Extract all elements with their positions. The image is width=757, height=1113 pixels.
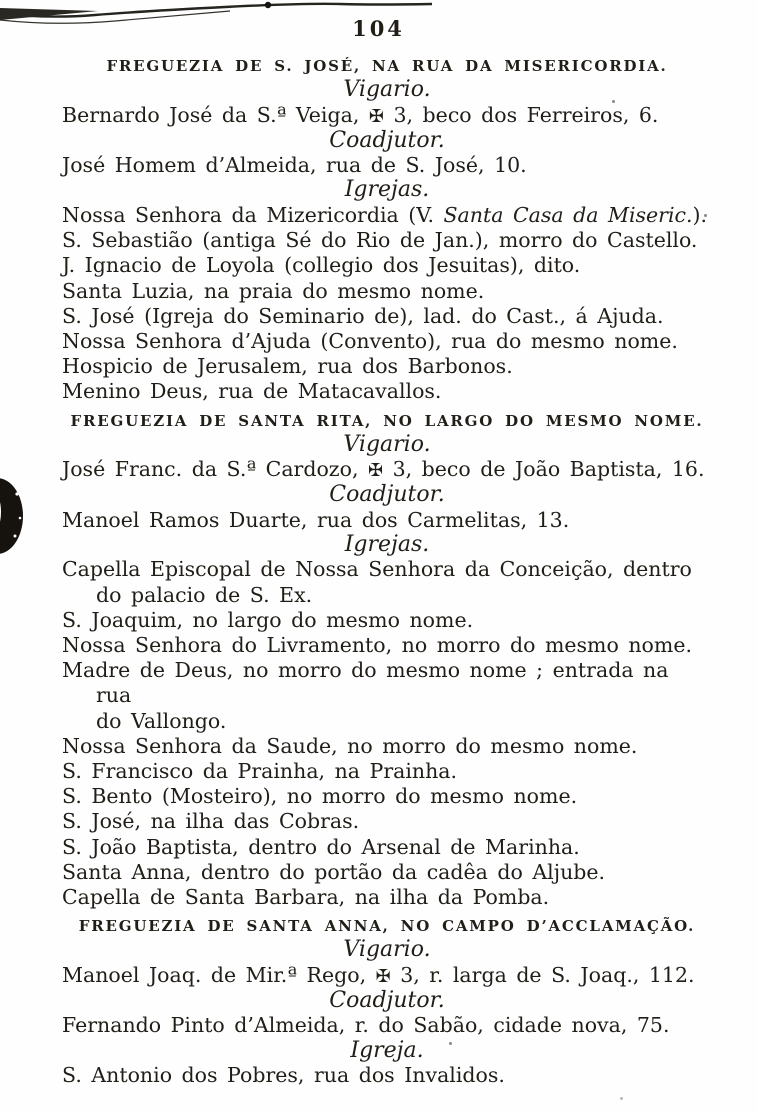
church-entry: S. Antonio dos Pobres, rua dos Invalidos. [62,1063,505,1088]
section-heading: FREGUEZIA DE SANTA ANNA, NO CAMPO D’ACCLAMAÇÃO. [78,917,696,936]
entry-text: Capella Episcopal de Nossa Senhora da Conceição, dentro [62,557,692,582]
vigario-entry [62,457,712,483]
role-label-vigario: Vigario. [343,77,431,102]
church-entry: Capella de Santa Barbara, na ilha da Pomba. [62,885,550,910]
role-label-vigario: Vigario. [343,937,431,963]
role-label-coadjutor: Coadjutor. [329,127,445,153]
church-entry: S. Sebastião (antiga Sé do Rio de Jan.), morro do Castello. [62,228,698,253]
section-heading: FREGUEZIA DE SANTA RITA, NO LARGO DO MESMO NOME. [70,411,704,430]
entry-text-continuation: do Vallongo. [96,708,227,733]
entry-text: 3, r. larga de S. Joaq., 112. [390,962,695,987]
church-entry [62,203,712,228]
entry-text: Bernardo José da S.ª Veiga, [62,102,369,127]
order-of-christ-cross-icon: ✠ [375,965,391,987]
church-entry: S. João Baptista, dentro do Arsenal de Marinha. [62,834,580,859]
page-content [62,50,712,1088]
church-entry: Nossa Senhora d’Ajuda (Convento), rua do mesmo nome. [62,328,678,353]
entry-text: 3, beco de João Baptista, 16. [383,457,705,482]
coadjutor-entry: José Homem d’Almeida, rua de S. José, 10. [62,153,527,178]
scan-speck [620,1097,623,1100]
church-entry: Hospicio de Jerusalem, rua dos Barbonos. [62,354,513,379]
church-entry: Santa Luzia, na praia do mesmo nome. [62,278,485,303]
church-entry: S. José, na ilha das Cobras. [62,809,360,834]
church-entry: Santa Anna, dentro do portão da cadêa do Aljube. [62,859,606,884]
order-of-christ-cross-icon: ✠ [368,105,384,127]
church-entry: Nossa Senhora da Saude, no morro do mesmo nome. [62,733,638,758]
role-label-coadjutor: Coadjutor. [329,987,445,1013]
church-entry: S. Joaquim, no largo do mesmo nome. [62,607,474,632]
entry-text: Nossa Senhora da Mizericordia (V. [62,202,444,227]
role-label-coadjutor: Coadjutor. [329,482,445,508]
section-freguezia-santa-anna [62,917,712,1088]
coadjutor-entry: Fernando Pinto d’Almeida, r. do Sabão, cidade nova, 75. [62,1013,670,1038]
church-label: Igreja. [350,1037,424,1063]
church-entry: J. Ignacio de Loyola (collegio dos Jesuitas), dito. [62,253,581,278]
church-entry: S. José (Igreja do Seminario de), lad. do Cast., á Ajuda. [62,303,664,328]
church-entry [62,557,712,607]
entry-text-continuation: do palacio de S. Ex. [96,582,313,607]
entry-text: Manoel Joaq. de Mir.ª Rego, [62,962,376,987]
vigario-entry [62,103,712,129]
order-of-christ-cross-icon: ✠ [367,460,384,482]
section-heading: FREGUEZIA DE S. JOSÉ, NA RUA DA MISERICORDIA. [106,57,668,75]
church-entry: Nossa Senhora do Livramento, no morro do mesmo nome. [62,633,692,658]
page-number: 104 [352,16,405,41]
section-freguezia-s-jose [62,57,712,405]
church-entry [62,658,712,734]
section-freguezia-santa-rita [62,412,712,911]
entry-text: Madre de Deus, no morro do mesmo nome ; entrada na rua [62,658,669,708]
church-entry: S. Bento (Mosteiro), no morro do mesmo nome. [62,784,578,809]
entry-text: José Franc. da S.ª Cardozo, [62,457,368,482]
entry-text: ). [692,202,708,227]
church-entry: Menino Deus, rua de Matacavallos. [62,379,442,404]
church-entry: S. Francisco da Prainha, na Prainha. [62,759,458,784]
role-label-vigario: Vigario. [343,431,431,457]
churches-label: Igrejas. [344,177,430,203]
scan-artifact-ink-blot [0,466,42,570]
coadjutor-entry: Manoel Ramos Duarte, rua dos Carmelitas, 13. [62,507,570,532]
entry-text: 3, beco dos Ferreiros, 6. [383,102,659,127]
churches-label: Igrejas. [344,531,430,557]
cross-reference: Santa Casa da Miseric. [443,202,693,227]
vigario-entry [62,963,712,989]
